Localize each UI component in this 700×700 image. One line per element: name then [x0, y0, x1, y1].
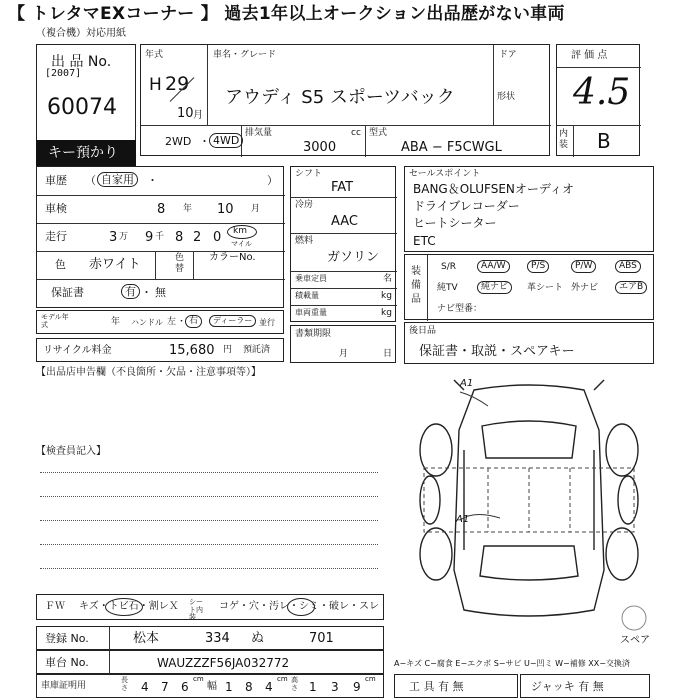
- registration-region: 松本: [133, 631, 160, 646]
- damage-mark-2: A1: [456, 514, 470, 525]
- weight-label: 車両重量: [295, 308, 327, 317]
- year-label: 年式: [145, 50, 164, 60]
- inspection-year: 8: [157, 202, 166, 217]
- name-label: 車名・グレード: [213, 50, 277, 60]
- parallel-option: 並行: [259, 318, 275, 327]
- color-change-label: 色替: [175, 253, 185, 274]
- color-no-label: カラーNo.: [209, 252, 256, 263]
- key-badge: [36, 140, 136, 168]
- fw-items: キズ・トビ石・割レＸ: [79, 601, 179, 612]
- sales-point-4: ETC: [413, 234, 436, 248]
- year-value: 29: [165, 73, 190, 95]
- chassis-value: WAUZZZF56JA032772: [157, 656, 290, 670]
- height-d2: 3: [331, 680, 339, 694]
- color-value: 赤ワイト: [89, 257, 141, 272]
- equip-ext-navi: 外ナビ: [571, 283, 599, 293]
- equip-navi: 純ナビ: [477, 281, 512, 294]
- height-d1: 1: [309, 680, 317, 694]
- ac-value: AAC: [331, 214, 358, 229]
- warranty-no: 無: [155, 286, 166, 299]
- seat-items: コゲ・穴・汚レ・シミ・破レ・スレ: [219, 601, 379, 612]
- height-unit: cm: [365, 675, 376, 683]
- sheet-subtitle: （複合機）対応用紙: [36, 28, 126, 39]
- length-d1: 4: [141, 680, 149, 694]
- weight-unit: kg: [381, 308, 392, 318]
- displacement-value: 3000: [303, 140, 337, 155]
- interior-label: 内 装: [559, 129, 569, 150]
- key-label: キー預かり: [48, 145, 118, 161]
- car-diagram: [404, 370, 654, 632]
- model-type-year-unit: 年: [111, 317, 121, 327]
- mileage-d1: 3: [109, 230, 118, 245]
- accessories-box: [404, 322, 654, 364]
- mileage-d4: 2: [193, 230, 202, 245]
- recycle-label: リサイクル料金: [43, 345, 112, 356]
- chassis-row: [36, 650, 384, 674]
- mileage-label: 走行: [45, 230, 67, 243]
- sales-point-1: BANG＆OLUFSENオーディオ: [413, 182, 574, 196]
- fw-label: ＦＷ: [45, 601, 65, 612]
- drive-4wd: 4WD: [209, 133, 243, 148]
- equip-leather: 革シート: [527, 283, 564, 293]
- inspection-label: 車検: [45, 202, 67, 215]
- deadline-day: 日: [383, 349, 393, 359]
- navi-model-label: ナビ型番：: [437, 304, 483, 314]
- door-label: ドア: [499, 50, 517, 60]
- mileage-d3: 8: [175, 230, 184, 245]
- accessories-label: 後日品: [409, 326, 437, 336]
- car-header-box: 年式 H 29 10 月 車名・グレード アウディ S5 スポーツバック ドア 形状 2WD ・ 4WD 排気量 cc 3000 型式 ABA − F5CWGL: [140, 44, 550, 156]
- dimensions-label: 車庫証明用: [41, 681, 87, 691]
- height-label: 高さ: [291, 676, 298, 692]
- fuel-label: 燃料: [295, 236, 314, 246]
- length-d3: 6: [181, 680, 189, 694]
- cc-label: cc: [351, 128, 361, 138]
- history-label: 車歴: [45, 174, 67, 187]
- fw-stone-circle: [105, 598, 143, 616]
- equipment-label: 装備品: [411, 266, 421, 305]
- handle-right: 右: [185, 315, 202, 328]
- year-month-unit: 月: [193, 110, 203, 121]
- height-d3: 9: [353, 680, 361, 694]
- registration-kana: ぬ: [251, 631, 265, 646]
- mileage-mile: マイル: [231, 240, 252, 248]
- history-paren-open: （: [85, 174, 96, 187]
- width-d3: 4: [265, 680, 273, 694]
- spec-grid: [290, 166, 396, 322]
- handle-left: 左: [167, 317, 177, 327]
- sales-point-2: ドライブレコーダー: [413, 199, 520, 213]
- drive-2wd: 2WD: [165, 135, 192, 148]
- equip-tv: 純TV: [437, 283, 458, 293]
- registration-class: 334: [205, 631, 230, 646]
- inspection-month: 10: [217, 202, 234, 217]
- handle-label: ハンドル: [131, 318, 163, 327]
- dimensions-row: [36, 674, 384, 698]
- inspection-year-unit: 年: [183, 204, 193, 214]
- width-unit: cm: [277, 675, 288, 683]
- shift-label: シフト: [295, 169, 323, 179]
- warranty-sep: ・: [141, 286, 152, 299]
- history-paren-close: ）: [267, 174, 278, 187]
- capacity-label: 乗車定員: [295, 274, 327, 283]
- mileage-d5: 0: [213, 230, 222, 245]
- mileage-d2: 9: [145, 230, 154, 245]
- registration-row: [36, 626, 384, 650]
- spare-label: スペア: [620, 635, 650, 646]
- car-name: アウディ S5 スポーツバック: [225, 87, 455, 108]
- load-label: 積載量: [295, 291, 319, 300]
- jack-label: ジャッキ 有 無: [531, 680, 604, 693]
- recycle-deposit: 預託済: [243, 345, 271, 355]
- recycle-unit: 円: [223, 345, 233, 355]
- model-label: 型式: [369, 128, 388, 138]
- recycle-amount: 15,680: [169, 343, 215, 358]
- length-d2: 7: [161, 680, 169, 694]
- tools-label: 工 具 有 無: [409, 680, 464, 693]
- width-d2: 8: [245, 680, 253, 694]
- recycle-row: [36, 338, 284, 362]
- equip-sr: S/R: [441, 262, 456, 272]
- seller-notes-label: 【出品店申告欄（不良箇所・欠品・注意事項等）】: [36, 367, 261, 378]
- year-era: H: [149, 75, 162, 95]
- model-type-label: モデル年式: [41, 313, 69, 329]
- sales-points-box: [404, 166, 654, 252]
- length-unit: cm: [193, 675, 204, 683]
- rating-label: 評 価 点: [571, 50, 608, 61]
- ac-label: 冷房: [295, 200, 314, 210]
- shift-value: FAT: [331, 180, 354, 195]
- interior-grade: B: [597, 129, 611, 153]
- rating-score: 4.5: [573, 72, 631, 113]
- capacity-unit: 名: [383, 274, 393, 284]
- deadline-month: 月: [339, 349, 349, 359]
- lot-label: 出 品 No.: [51, 54, 112, 70]
- registration-label: 登録 No.: [45, 632, 89, 645]
- sales-points-label: セールスポイント: [409, 169, 481, 179]
- displacement-label: 排気量: [245, 128, 273, 138]
- deadline-label: 書類期限: [295, 329, 332, 339]
- warranty-yes: 有: [121, 284, 140, 299]
- banner-title: 【 トレタマEXコーナー 】 過去1年以上オークション出品歴がない車両: [8, 4, 565, 24]
- chassis-label: 車台 No.: [45, 656, 89, 669]
- fuel-value: ガソリン: [327, 250, 380, 265]
- seat-label: シート内装: [189, 598, 203, 622]
- mileage-u2: 千: [155, 232, 165, 242]
- equip-airbag: エアB: [615, 281, 647, 294]
- equip-aaw: AA/W: [477, 260, 510, 273]
- equipment-box: [404, 254, 654, 320]
- equip-abs: ABS: [615, 260, 641, 273]
- left-info-grid: 車歴 （ 自家用 ・ ） 車検 8 年 10 月 走行 3 万 9 千 8 2 0 km マイル 色 赤ワイト 色替 カラーNo. 保証書 有 ・ 無: [36, 166, 284, 308]
- jack-box: [520, 674, 650, 698]
- inspector-label: 【検査員記入】: [36, 446, 106, 457]
- equip-pw: P/W: [571, 260, 596, 273]
- damage-mark-1: A1: [460, 378, 474, 389]
- tools-box: [394, 674, 518, 698]
- width-d1: 1: [225, 680, 233, 694]
- lot-year-tag: [2007]: [45, 68, 82, 79]
- mileage-u1: 万: [119, 232, 129, 242]
- inspection-month-unit: 月: [251, 204, 261, 214]
- seat-stain-circle: [287, 598, 315, 616]
- history-private: 自家用: [97, 172, 138, 187]
- color-label: 色: [55, 258, 66, 271]
- length-label: 長さ: [121, 676, 128, 692]
- warranty-label: 保証書: [51, 286, 84, 299]
- width-label: 幅: [207, 681, 217, 692]
- model-value: ABA − F5CWGL: [401, 140, 502, 155]
- dealer-option: ディーラー: [209, 315, 256, 327]
- year-month: 10: [177, 106, 194, 121]
- rating-box: [556, 44, 640, 156]
- damage-legend: A−キズ C−腐食 E−エクボ S−サビ U−凹ミ W−補修 XX−交換済: [394, 659, 630, 668]
- spare-tire-icon: [622, 606, 646, 630]
- lot-number: 60074: [47, 95, 117, 120]
- registration-number: 701: [309, 631, 334, 646]
- model-type-row: モデル年式 年 ハンドル 左 ・ 右 ディーラー 並行: [36, 310, 284, 334]
- accessories-value: 保証書・取説・スペアキー: [419, 344, 575, 359]
- shape-label: 形状: [497, 92, 516, 102]
- windshield-row: [36, 594, 384, 620]
- equip-ps: P/S: [527, 260, 549, 273]
- load-unit: kg: [381, 291, 392, 301]
- deadline-box: [290, 325, 396, 363]
- sales-point-3: ヒートシーター: [413, 216, 497, 230]
- mileage-km: km: [233, 226, 247, 236]
